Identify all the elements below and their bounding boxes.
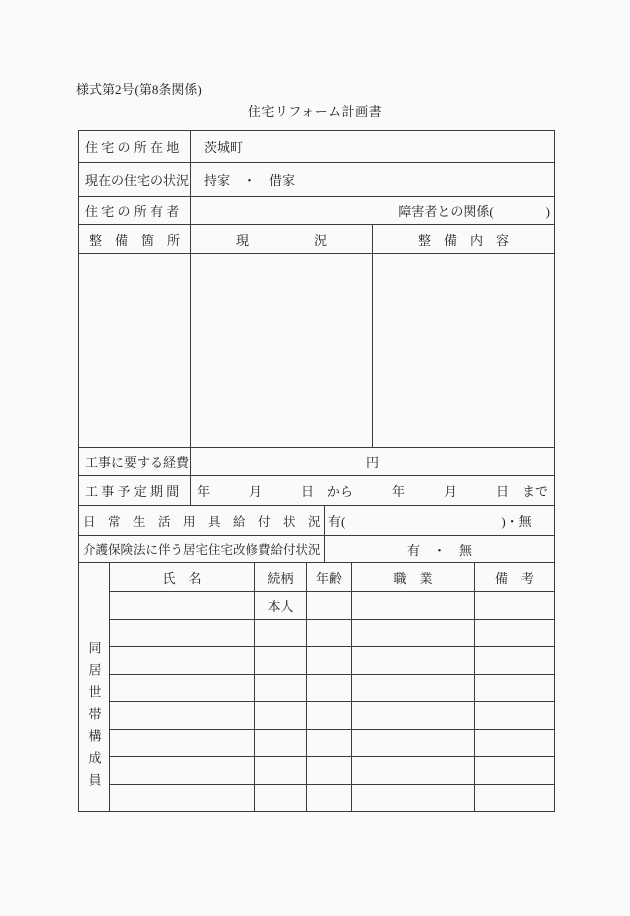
member-age-cell: [307, 785, 352, 812]
household-members-table: [79, 563, 554, 811]
member-note-cell: [475, 702, 554, 729]
daily-equipment-grant-value: 有( )・無: [328, 514, 532, 529]
member-age-cell: [307, 592, 352, 619]
member-relation-cell: [255, 647, 307, 674]
row-construction-cost: [79, 448, 554, 476]
header-relation: 続柄: [255, 563, 307, 591]
header-occupation: 職 業: [352, 563, 475, 591]
construction-cost-unit: 円: [365, 455, 379, 470]
member-name-cell: [110, 785, 255, 812]
member-relation-cell: [255, 730, 307, 757]
construction-period-label: 工 事 予 定 期 間: [79, 476, 191, 505]
member-note-cell: [475, 730, 554, 757]
member-occupation-cell: [352, 785, 475, 812]
row-maintenance-entry: [79, 254, 554, 448]
member-occupation-cell: [352, 620, 475, 647]
household-row: [110, 702, 554, 730]
member-relation-cell: [255, 620, 307, 647]
household-row: [110, 647, 554, 675]
construction-cost-label: 工事に要する経費: [79, 448, 191, 475]
header-name: 氏 名: [110, 563, 255, 591]
member-relation-cell: [255, 757, 307, 784]
member-note-cell: [475, 592, 554, 619]
member-relation-cell: 本人: [255, 592, 307, 619]
construction-period-value: 年 月 日 から 年 月 日 まで: [196, 484, 548, 499]
daily-equipment-grant-label: 日 常 生 活 用 具 給 付 状 況: [79, 506, 325, 535]
current-house-status-value: 持家 ・ 借家: [204, 173, 296, 188]
member-name-cell: [110, 757, 255, 784]
maintenance-spot-header: 整 備 箇 所: [79, 225, 191, 253]
household-row: [110, 730, 554, 758]
member-name-cell: [110, 675, 255, 702]
member-relation-cell: [255, 785, 307, 812]
member-age-cell: [307, 757, 352, 784]
household-row: [110, 592, 554, 620]
row-care-insurance-grant: [79, 536, 554, 563]
member-note-cell: [475, 675, 554, 702]
member-note-cell: [475, 785, 554, 812]
form-number-label: 様式第2号(第8条関係): [76, 82, 202, 97]
member-name-cell: [110, 592, 255, 619]
row-maintenance-header: [79, 225, 554, 254]
house-location-label: 住 宅 の 所 在 地: [79, 131, 191, 162]
document-title: 住宅リフォーム計画書: [247, 104, 383, 119]
member-age-cell: [307, 647, 352, 674]
reform-plan-table: [78, 130, 555, 812]
member-occupation-cell: [352, 592, 475, 619]
member-note-cell: [475, 647, 554, 674]
household-members-side-label: 同居世帯構成員: [86, 641, 102, 795]
member-name-cell: [110, 620, 255, 647]
member-name-cell: [110, 730, 255, 757]
member-occupation-cell: [352, 757, 475, 784]
member-note-cell: [475, 757, 554, 784]
house-location-value: 茨城町: [204, 140, 244, 155]
member-occupation-cell: [352, 702, 475, 729]
member-name-cell: [110, 702, 255, 729]
maintenance-spot-entry-cell: [79, 254, 191, 447]
care-insurance-grant-label: 介護保険法に伴う居宅住宅改修費給付状況: [79, 536, 325, 562]
disabled-person-relation-field: 障害者との関係( ): [398, 204, 550, 219]
member-age-cell: [307, 675, 352, 702]
household-members-side-label-cell: [79, 563, 110, 811]
row-current-house-status: [79, 163, 554, 197]
current-condition-entry-cell: [191, 254, 373, 447]
maintenance-content-entry-cell: [373, 254, 554, 447]
member-age-cell: [307, 702, 352, 729]
member-occupation-cell: [352, 647, 475, 674]
member-age-cell: [307, 620, 352, 647]
household-members-main: [110, 563, 554, 811]
header-note: 備 考: [494, 570, 534, 586]
member-relation-cell: [255, 702, 307, 729]
maintenance-content-header: 整 備 内 容: [417, 232, 509, 248]
current-condition-header: 現 況: [191, 225, 373, 253]
household-row: [110, 785, 554, 812]
member-relation-cell: [255, 675, 307, 702]
house-owner-label: 住 宅 の 所 有 者: [79, 197, 191, 224]
member-occupation-cell: [352, 675, 475, 702]
row-daily-equipment-grant: [79, 506, 554, 536]
member-note-cell: [475, 620, 554, 647]
household-row: [110, 620, 554, 648]
member-occupation-cell: [352, 730, 475, 757]
member-name-cell: [110, 647, 255, 674]
row-house-owner: [79, 197, 554, 225]
household-row: [110, 757, 554, 785]
row-house-location: [79, 131, 554, 163]
household-header-row: [110, 563, 554, 592]
current-house-status-label: 現在の住宅の状況: [79, 163, 191, 196]
row-construction-period: [79, 476, 554, 506]
household-row: [110, 675, 554, 703]
member-age-cell: [307, 730, 352, 757]
care-insurance-grant-value: 有 ・ 無: [406, 542, 472, 558]
header-age: 年齢: [307, 563, 352, 591]
